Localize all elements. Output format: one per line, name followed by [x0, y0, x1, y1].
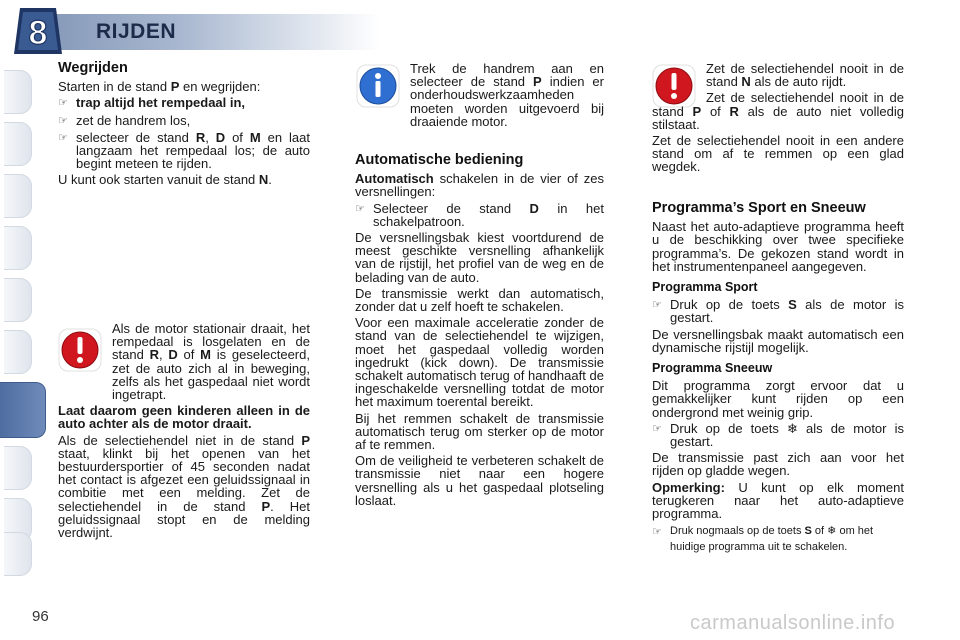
list-item: ☞ Druk op de toets ❄ als de motor is gestart. — [652, 420, 904, 450]
chapter-tab[interactable] — [4, 278, 32, 322]
info-icon — [356, 64, 400, 108]
chapter-tab-active[interactable] — [0, 382, 46, 438]
chapter-tab[interactable] — [4, 122, 32, 166]
column-left — [58, 62, 310, 190]
pointer-icon: ☞ — [652, 526, 662, 539]
paragraph: Zet de selectiehendel nooit in de stand P of R als de auto niet volledig stilstaat. — [652, 90, 905, 132]
paragraph: Bij het remmen schakelt de transmissie automatisch terug om sterker op de motor af te remmen. — [355, 410, 604, 453]
chapter-tab[interactable] — [4, 226, 32, 270]
chapter-tabs — [0, 60, 38, 580]
paragraph: Opmerking: U kunt op elk moment terugkeren naar het auto-adaptieve programma. — [652, 479, 904, 522]
pointer-icon: ☞ — [58, 97, 68, 110]
list-item: ☞ Druk nogmaals op de toets S of ❄ om het huidige programma uit te schakelen. — [652, 525, 874, 554]
list-item: ☞ zet de handrem los, — [58, 112, 191, 128]
paragraph: Als de motor stationair draait, het rempedaal is losgelaten en de stand R, D of M is geselecteerd, zet de auto zich al in beweging, zelfs als het gaspedaal niet wordt ingetrapt. — [112, 321, 310, 403]
section-heading-automatische-bediening: Automatische bediening — [355, 152, 524, 168]
subheading-sneeuw: Programma Sneeuw — [652, 361, 773, 376]
snowflake-icon: ❄ — [786, 420, 798, 436]
column-right — [652, 202, 904, 558]
pointer-icon: ☞ — [58, 114, 68, 127]
paragraph: Zet de selectiehendel nooit in de stand N als de auto rijdt. — [706, 61, 904, 90]
page-number: 96 — [32, 608, 49, 625]
pointer-icon: ☞ — [652, 422, 662, 435]
paragraph: De transmissie werkt dan automatisch, zonder dat u zelf hoeft te schakelen. — [355, 285, 604, 315]
column-middle — [355, 154, 604, 510]
chapter-title: RIJDEN — [96, 20, 177, 43]
chapter-number: 8 — [28, 14, 48, 52]
chapter-tab[interactable] — [4, 446, 32, 490]
pointer-icon: ☞ — [652, 299, 662, 312]
section-heading-sport-sneeuw: Programma’s Sport en Sneeuw — [652, 200, 866, 216]
pointer-icon: ☞ — [355, 202, 365, 215]
paragraph: De versnellingsbak maakt automatisch een dynamische rijstijl mogelijk. — [652, 326, 904, 355]
paragraph: Om de veiligheid te verbeteren schakelt de transmissie niet naar een hogere versnelling als u het gaspedaal plotseling loslaat. — [355, 453, 604, 508]
chapter-tab[interactable] — [4, 70, 32, 114]
chapter-tab[interactable] — [4, 532, 32, 576]
list-item: ☞ selecteer de stand R, D of M en laat langzaam het rempedaal los; de auto begint meteen te rijden. — [58, 129, 310, 172]
list-item: ☞ Selecteer de stand D in het schakelpatroon. — [355, 200, 604, 229]
pointer-icon: ☞ — [58, 131, 68, 144]
watermark: carmanualsonline.info — [690, 612, 896, 634]
snowflake-icon: ❄ — [827, 525, 837, 538]
chapter-tab[interactable] — [4, 174, 32, 218]
paragraph: De transmissie past zich aan voor het rijden op gladde wegen. — [652, 450, 904, 479]
paragraph: De versnellingsbak kiest voortdurend de meest geschikte versnelling afhankelijk van de rijstijl, het profiel van de weg en de belading van de auto. — [355, 230, 604, 285]
chapter-badge — [12, 4, 64, 58]
warning-note-selector — [652, 62, 904, 177]
paragraph: Trek de handrem aan en selecteer de stand P indien er onderhoudswerkzaamheden moeten worden uitgevoerd bij draaiende motor. — [410, 61, 604, 129]
page-header — [0, 0, 960, 52]
paragraph: Dit programma zorgt ervoor dat u gemakkelijker kunt rijden op een ondergrond met weinig grip. — [652, 378, 904, 420]
paragraph: Als de selectiehendel niet in de stand P staat, klinkt bij het openen van het bestuurdersportier of 45 seconden nadat het contact is afgezet een geluidssignaal in combitie met een melding. Zet de selectiehendel in de stand P. Het geluidssignaal stopt en de melding verdwijnt. — [58, 432, 310, 541]
paragraph: Zet de selectiehendel nooit in een andere stand om af te remmen op een glad wegdek. — [652, 133, 904, 175]
paragraph: U kunt ook starten vanuit de stand N. — [58, 172, 272, 188]
list-item: ☞ Druk op de toets S als de motor is gestart. — [652, 297, 904, 326]
info-note-maintenance — [410, 62, 604, 131]
paragraph: Voor een maximale acceleratie zonder de stand van de selectiehendel te wijzigen, moet het gaspedaal volledig worden ingedrukt (kick down). De transmissie schakelt automatisch terug of handhaaft de ingeschakelde versnelling totdat de motor het maximum toerental bereikt. — [355, 315, 604, 410]
subheading-sport: Programma Sport — [652, 280, 758, 295]
list-item: ☞ trap altijd het rempedaal in, — [58, 95, 246, 111]
header-bar — [20, 14, 380, 50]
paragraph: Naast het auto-adaptieve programma heeft u de beschikking over twee specifieke programma’s. De gekozen stand wordt in het instrumentenpaneel aangegeven. — [652, 219, 904, 274]
chapter-tab[interactable] — [4, 330, 32, 374]
section-heading-wegrijden: Wegrijden — [58, 60, 128, 76]
paragraph: Automatisch schakelen in de vier of zes versnellingen: — [355, 171, 604, 200]
paragraph: Starten in de stand P en wegrijden: — [58, 79, 261, 95]
warning-note-children — [58, 322, 310, 542]
paragraph-bold: Laat daarom geen kinderen alleen in de auto achter als de motor draait. — [58, 403, 310, 432]
